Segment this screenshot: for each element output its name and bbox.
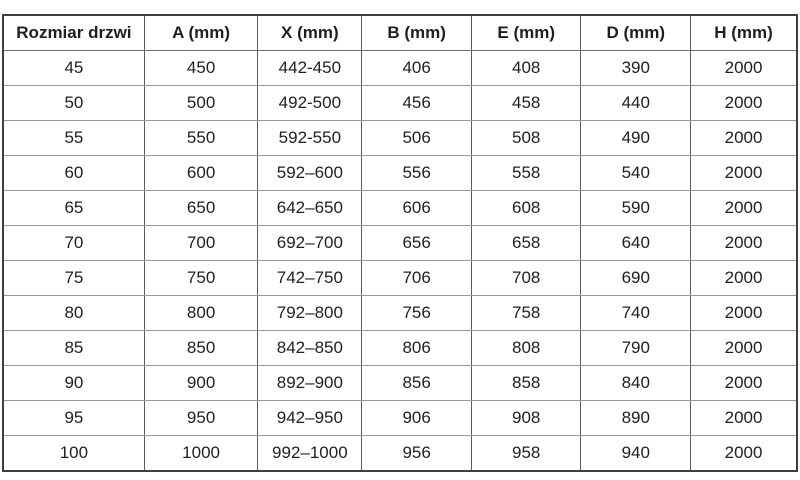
- table-cell: 906: [362, 401, 472, 436]
- table-row: [3, 156, 797, 191]
- table-body: [3, 51, 797, 472]
- table-cell: 390: [581, 51, 691, 86]
- table-cell: 490: [581, 121, 691, 156]
- table-cell: 442-450: [258, 51, 362, 86]
- table-cell: 592–600: [258, 156, 362, 191]
- table-cell: 500: [144, 86, 258, 121]
- table-cell: 65: [3, 191, 144, 226]
- column-header: Rozmiar drzwi: [3, 15, 144, 51]
- column-header: A (mm): [144, 15, 258, 51]
- table-cell: 690: [581, 261, 691, 296]
- column-header: X (mm): [258, 15, 362, 51]
- table-cell: 806: [362, 331, 472, 366]
- table-cell: 558: [471, 156, 581, 191]
- table-cell: 800: [144, 296, 258, 331]
- table-cell: 890: [581, 401, 691, 436]
- table-cell: 540: [581, 156, 691, 191]
- table-cell: 650: [144, 191, 258, 226]
- table-cell: 1000: [144, 436, 258, 472]
- table-cell: 2000: [691, 401, 797, 436]
- table-cell: 50: [3, 86, 144, 121]
- table-cell: 508: [471, 121, 581, 156]
- table-cell: 758: [471, 296, 581, 331]
- table-cell: 2000: [691, 261, 797, 296]
- table-cell: 942–950: [258, 401, 362, 436]
- table-cell: 900: [144, 366, 258, 401]
- table-cell: 2000: [691, 191, 797, 226]
- table-cell: 406: [362, 51, 472, 86]
- table-row: [3, 86, 797, 121]
- table-cell: 792–800: [258, 296, 362, 331]
- table-cell: 958: [471, 436, 581, 472]
- table-row: [3, 436, 797, 472]
- table-row: [3, 401, 797, 436]
- table-cell: 850: [144, 331, 258, 366]
- table-cell: 640: [581, 226, 691, 261]
- table-cell: 856: [362, 366, 472, 401]
- table-cell: 55: [3, 121, 144, 156]
- table-row: [3, 261, 797, 296]
- table-cell: 950: [144, 401, 258, 436]
- table-cell: 60: [3, 156, 144, 191]
- table-cell: 656: [362, 226, 472, 261]
- table-cell: 45: [3, 51, 144, 86]
- column-header: E (mm): [471, 15, 581, 51]
- table-cell: 940: [581, 436, 691, 472]
- table-row: [3, 366, 797, 401]
- table-cell: 892–900: [258, 366, 362, 401]
- table-cell: 840: [581, 366, 691, 401]
- table-cell: 2000: [691, 121, 797, 156]
- table-cell: 608: [471, 191, 581, 226]
- table-cell: 556: [362, 156, 472, 191]
- table-cell: 450: [144, 51, 258, 86]
- table-row: [3, 121, 797, 156]
- table-cell: 95: [3, 401, 144, 436]
- table-row: [3, 296, 797, 331]
- table-cell: 700: [144, 226, 258, 261]
- table-cell: 440: [581, 86, 691, 121]
- table-cell: 458: [471, 86, 581, 121]
- table-cell: 842–850: [258, 331, 362, 366]
- door-size-spec-table: [2, 14, 798, 472]
- table-cell: 2000: [691, 436, 797, 472]
- table-cell: 790: [581, 331, 691, 366]
- table-cell: 506: [362, 121, 472, 156]
- table-row: [3, 226, 797, 261]
- table-cell: 692–700: [258, 226, 362, 261]
- table-cell: 590: [581, 191, 691, 226]
- table-cell: 992–1000: [258, 436, 362, 472]
- table-cell: 756: [362, 296, 472, 331]
- table-row: [3, 51, 797, 86]
- table-cell: 2000: [691, 86, 797, 121]
- table-cell: 740: [581, 296, 691, 331]
- table-cell: 600: [144, 156, 258, 191]
- table-cell: 85: [3, 331, 144, 366]
- table-cell: 550: [144, 121, 258, 156]
- table-cell: 808: [471, 331, 581, 366]
- table-cell: 2000: [691, 366, 797, 401]
- table-cell: 642–650: [258, 191, 362, 226]
- table-cell: 2000: [691, 156, 797, 191]
- table-cell: 956: [362, 436, 472, 472]
- table-cell: 858: [471, 366, 581, 401]
- table-row: [3, 15, 797, 51]
- table-header-row: [3, 15, 797, 51]
- table-row: [3, 331, 797, 366]
- table-cell: 2000: [691, 331, 797, 366]
- column-header: B (mm): [362, 15, 472, 51]
- table-cell: 708: [471, 261, 581, 296]
- table-cell: 408: [471, 51, 581, 86]
- table-cell: 80: [3, 296, 144, 331]
- table-cell: 456: [362, 86, 472, 121]
- table-cell: 606: [362, 191, 472, 226]
- table-cell: 592-550: [258, 121, 362, 156]
- table-cell: 742–750: [258, 261, 362, 296]
- column-header: H (mm): [691, 15, 797, 51]
- table-row: [3, 191, 797, 226]
- column-header: D (mm): [581, 15, 691, 51]
- table-cell: 100: [3, 436, 144, 472]
- table-cell: 75: [3, 261, 144, 296]
- table-cell: 492-500: [258, 86, 362, 121]
- table-cell: 750: [144, 261, 258, 296]
- table-cell: 2000: [691, 296, 797, 331]
- table-cell: 2000: [691, 226, 797, 261]
- table-cell: 658: [471, 226, 581, 261]
- table-cell: 706: [362, 261, 472, 296]
- table-cell: 908: [471, 401, 581, 436]
- table-cell: 90: [3, 366, 144, 401]
- table-cell: 70: [3, 226, 144, 261]
- table-cell: 2000: [691, 51, 797, 86]
